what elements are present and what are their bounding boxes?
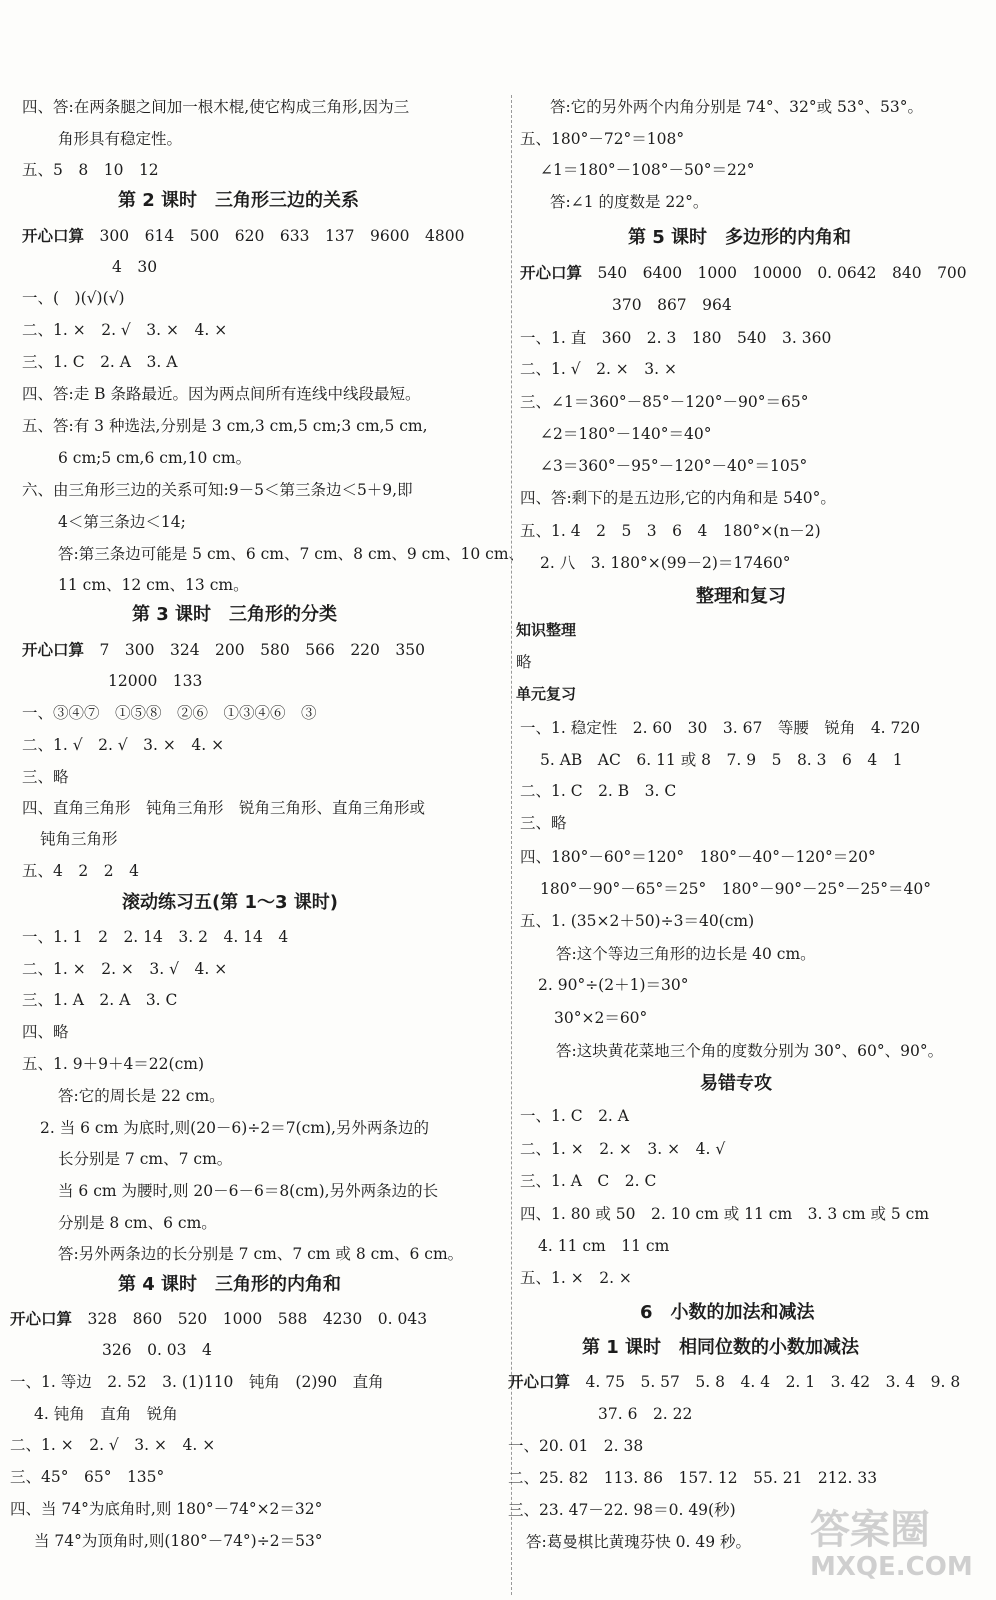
mental-math-row bbox=[10, 1309, 427, 1329]
mental-math-values: 328 860 520 1000 588 4230 0. 043 bbox=[87, 1310, 428, 1328]
answer-line: 当 6 cm 为腰时,则 20－6－6＝8(cm),另外两条边的长 bbox=[58, 1182, 439, 1200]
answer-line: 二、1. × 2. × 3. × 4. √ bbox=[520, 1140, 726, 1158]
answer-line: 五、180°－72°＝108° bbox=[520, 130, 685, 148]
answer-line: 四、答:走 B 条路最近。因为两点间所有连线中线段最短。 bbox=[22, 385, 421, 403]
answer-line: 当 74°为顶角时,则(180°－74°)÷2＝53° bbox=[34, 1532, 323, 1550]
section-heading: 第 4 课时 三角形的内角和 bbox=[118, 1274, 342, 1295]
answer-line: 钝角三角形 bbox=[40, 830, 118, 848]
answer-line: 五、1. 9＋9＋4＝22(cm) bbox=[22, 1055, 204, 1073]
answer-line: 二、1. × 2. √ 3. × 4. × bbox=[10, 1436, 216, 1454]
answer-line: 四、1. 80 或 50 2. 10 cm 或 11 cm 3. 3 cm 或 5 cm bbox=[520, 1205, 930, 1223]
mental-math-values: 326 0. 03 4 bbox=[102, 1341, 212, 1359]
answer-line: 五、1. (35×2＋50)÷3＝40(cm) bbox=[520, 912, 755, 930]
mental-math-label: 开心口算 bbox=[508, 1373, 571, 1391]
subsection-label: 知识整理 bbox=[516, 621, 577, 639]
mental-math-label: 开心口算 bbox=[520, 264, 583, 282]
mental-math-label: 开心口算 bbox=[22, 641, 85, 659]
answer-line: 六、由三角形三边的关系可知:9－5＜第三条边＜5＋9,即 bbox=[22, 481, 413, 499]
answer-line: 11 cm、12 cm、13 cm。 bbox=[58, 576, 249, 594]
answer-line: 五、答:有 3 种选法,分别是 3 cm,3 cm,5 cm;3 cm,5 cm, bbox=[22, 417, 428, 435]
mental-math-label: 开心口算 bbox=[22, 227, 85, 245]
answer-line: 角形具有稳定性。 bbox=[58, 130, 183, 148]
answer-line: 一、( )(√)(√) bbox=[22, 289, 125, 307]
answer-line: 三、1. A 2. A 3. C bbox=[22, 991, 178, 1009]
answer-line: 五、5 8 10 12 bbox=[22, 161, 159, 179]
answer-line: 二、25. 82 113. 86 157. 12 55. 21 212. 33 bbox=[508, 1469, 878, 1487]
answer-line: 4＜第三条边＜14; bbox=[58, 513, 186, 531]
answer-line: 二、1. √ 2. √ 3. × 4. × bbox=[22, 736, 225, 754]
answer-line: 四、180°－60°＝120° 180°－40°－120°＝20° bbox=[520, 848, 876, 866]
mental-math-row bbox=[22, 226, 464, 246]
answer-line: 30°×2＝60° bbox=[554, 1009, 648, 1027]
mental-math-values: 7 300 324 200 580 566 220 350 bbox=[99, 641, 425, 659]
mental-math-values: 370 867 964 bbox=[612, 296, 732, 314]
answer-line: 2. 当 6 cm 为底时,则(20－6)÷2＝7(cm),另外两条边的 bbox=[40, 1119, 429, 1137]
section-heading: 第 3 课时 三角形的分类 bbox=[132, 604, 338, 625]
answer-line: 三、略 bbox=[520, 814, 567, 832]
answer-line: 一、1. 直 360 2. 3 180 540 3. 360 bbox=[520, 329, 832, 347]
answer-line: 4. 钝角 直角 锐角 bbox=[34, 1405, 178, 1423]
answer-line: 2. 90°÷(2＋1)＝30° bbox=[538, 976, 689, 994]
mental-math-values: 37. 6 2. 22 bbox=[598, 1405, 693, 1423]
answer-line: 5. AB AC 6. 11 或 8 7. 9 5 8. 3 6 4 1 bbox=[540, 751, 903, 769]
section-heading: 易错专攻 bbox=[700, 1073, 772, 1094]
answer-line: 一、1. 1 2 2. 14 3. 2 4. 14 4 bbox=[22, 928, 289, 946]
answer-line: 答:它的另外两个内角分别是 74°、32°或 53°、53°。 bbox=[550, 98, 923, 116]
mental-math-row bbox=[508, 1372, 960, 1392]
answer-line: 三、1. C 2. A 3. A bbox=[22, 353, 178, 371]
answer-line: 2. 八 3. 180°×(99－2)＝17460° bbox=[540, 554, 791, 572]
answer-line: 答:葛曼棋比黄瑰芬快 0. 49 秒。 bbox=[526, 1533, 752, 1551]
subsection-label: 单元复习 bbox=[516, 685, 577, 703]
answer-line: 四、答:剩下的是五边形,它的内角和是 540°。 bbox=[520, 489, 836, 507]
answer-line: 三、∠1＝360°－85°－120°－90°＝65° bbox=[520, 393, 809, 411]
mental-math-values: 4 30 bbox=[112, 258, 158, 276]
answer-line: 二、1. √ 2. × 3. × bbox=[520, 360, 677, 378]
watermark-url: MXQE.COM bbox=[810, 1552, 973, 1582]
right-column bbox=[508, 0, 996, 1600]
answer-line: 一、20. 01 2. 38 bbox=[508, 1437, 644, 1455]
mental-math-row bbox=[520, 263, 967, 283]
section-heading: 滚动练习五(第 1～3 课时) bbox=[122, 892, 339, 913]
answer-line: 答:另外两条边的长分别是 7 cm、7 cm 或 8 cm、6 cm。 bbox=[58, 1245, 464, 1263]
site-watermark bbox=[810, 1508, 973, 1582]
mental-math-values: 540 6400 1000 10000 0. 0642 840 700 bbox=[597, 264, 967, 282]
mental-math-values: 300 614 500 620 633 137 9600 4800 bbox=[99, 227, 465, 245]
answer-line: 6 cm;5 cm,6 cm,10 cm。 bbox=[58, 449, 252, 467]
mental-math-values: 4. 75 5. 57 5. 8 4. 4 2. 1 3. 42 3. 4 9. 8 bbox=[585, 1373, 961, 1391]
answer-line: 长分别是 7 cm、7 cm。 bbox=[58, 1150, 233, 1168]
answer-line: 答:这个等边三角形的边长是 40 cm。 bbox=[556, 945, 816, 963]
answer-line: 二、1. C 2. B 3. C bbox=[520, 782, 677, 800]
watermark-text: 答案圈 bbox=[810, 1507, 930, 1553]
section-heading: 第 2 课时 三角形三边的关系 bbox=[118, 190, 360, 211]
section-heading: 第 1 课时 相同位数的小数加减法 bbox=[582, 1337, 860, 1358]
section-heading: 6 小数的加法和减法 bbox=[640, 1302, 815, 1323]
answer-line: 四、答:在两条腿之间加一根木棍,使它构成三角形,因为三 bbox=[22, 98, 410, 116]
answer-line: 180°－90°－65°＝25° 180°－90°－25°－25°＝40° bbox=[540, 880, 931, 898]
answer-line: 一、1. 等边 2. 52 3. (1)110 钝角 (2)90 直角 bbox=[10, 1373, 384, 1391]
answer-line: 三、45° 65° 135° bbox=[10, 1468, 165, 1486]
answer-line: ∠1＝180°－108°－50°＝22° bbox=[540, 161, 755, 179]
answer-line: 4. 11 cm 11 cm bbox=[538, 1237, 670, 1255]
section-heading: 第 5 课时 多边形的内角和 bbox=[628, 227, 852, 248]
answer-line: 略 bbox=[516, 653, 532, 671]
answer-line: 五、1. × 2. × bbox=[520, 1269, 632, 1287]
answer-line: 二、1. × 2. × 3. √ 4. × bbox=[22, 960, 228, 978]
answer-line: 四、直角三角形 钝角三角形 锐角三角形、直角三角形或 bbox=[22, 799, 426, 817]
answer-line: ∠3＝360°－95°－120°－40°＝105° bbox=[540, 457, 808, 475]
mental-math-values: 12000 133 bbox=[108, 672, 203, 690]
answer-line: 四、略 bbox=[22, 1023, 69, 1041]
answer-line: 答:∠1 的度数是 22°。 bbox=[550, 193, 709, 211]
mental-math-row bbox=[22, 640, 425, 660]
mental-math-label: 开心口算 bbox=[10, 1310, 73, 1328]
answer-line: 一、1. C 2. A bbox=[520, 1107, 629, 1125]
answer-line: ∠2＝180°－140°＝40° bbox=[540, 425, 712, 443]
answer-line: 一、③④⑦ ①⑤⑧ ②⑥ ①③④⑥ ③ bbox=[22, 704, 317, 722]
answer-line: 二、1. × 2. √ 3. × 4. × bbox=[22, 321, 228, 339]
answer-line: 分别是 8 cm、6 cm。 bbox=[58, 1214, 217, 1232]
answer-line: 答:它的周长是 22 cm。 bbox=[58, 1087, 225, 1105]
answer-line: 五、1. 4 2 5 3 6 4 180°×(n－2) bbox=[520, 522, 821, 540]
column-divider bbox=[511, 95, 512, 1595]
section-heading: 整理和复习 bbox=[696, 586, 786, 607]
answer-line: 一、1. 稳定性 2. 60 30 3. 67 等腰 锐角 4. 720 bbox=[520, 719, 921, 737]
answer-line: 三、略 bbox=[22, 768, 69, 786]
answer-line: 三、23. 47－22. 98＝0. 49(秒) bbox=[508, 1501, 736, 1519]
answer-line: 五、4 2 2 4 bbox=[22, 862, 139, 880]
answer-line: 四、当 74°为底角时,则 180°－74°×2＝32° bbox=[10, 1500, 323, 1518]
answer-line: 答:这块黄花菜地三个角的度数分别为 30°、60°、90°。 bbox=[556, 1042, 944, 1060]
answer-line: 三、1. A C 2. C bbox=[520, 1172, 657, 1190]
answer-line: 答:第三条边可能是 5 cm、6 cm、7 cm、8 cm、9 cm、10 cm、 bbox=[58, 545, 525, 563]
